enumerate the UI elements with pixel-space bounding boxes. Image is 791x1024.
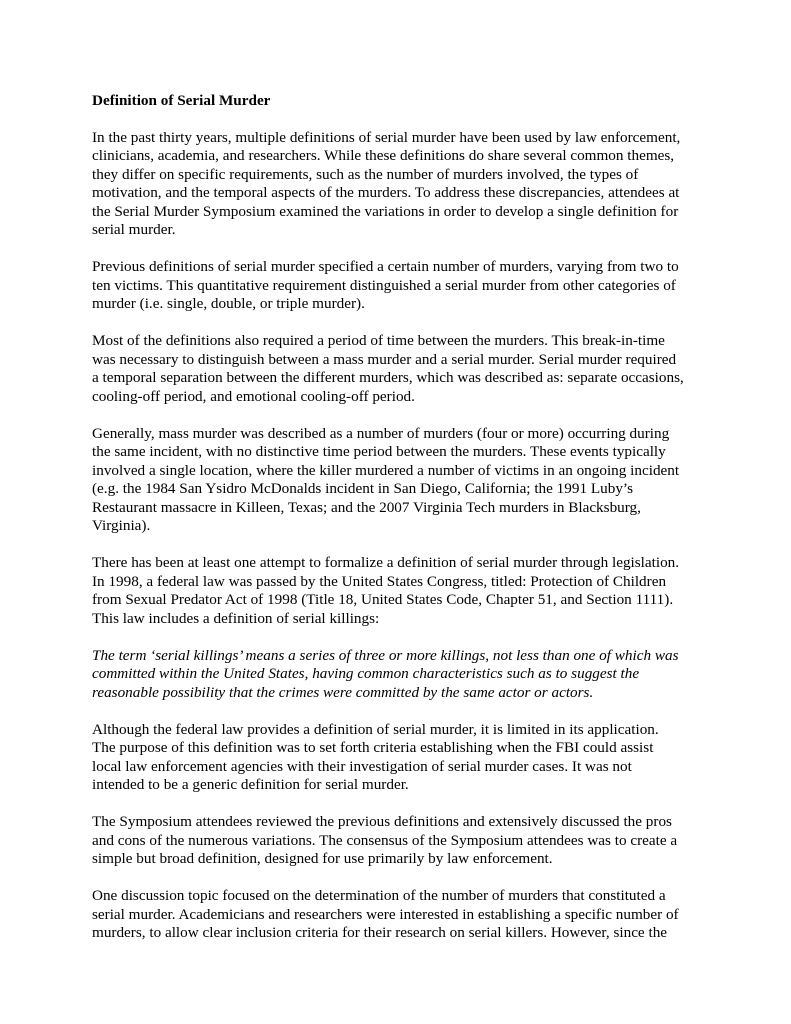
paragraph	[92, 721, 710, 795]
paragraph	[92, 425, 710, 536]
paragraph	[92, 887, 710, 943]
text-line: local law enforcement agencies with their investigation of serial murder cases. It was not	[92, 757, 632, 775]
text-line: The Symposium attendees reviewed the previous definitions and extensively discussed the pros	[92, 813, 672, 830]
document-title: Definition of Serial Murder	[92, 92, 271, 109]
text-line: Virginia).	[92, 517, 151, 534]
text-line: serial murder.	[92, 221, 176, 238]
text-line: involved a single location, where the killer murdered a number of victims in an ongoing incident	[92, 461, 680, 479]
text-line: motivation, and the temporal aspects of the murders. To address these discrepancies, attendees at	[92, 184, 680, 201]
paragraph	[92, 258, 710, 314]
document-body	[92, 129, 710, 943]
text-line: a temporal separation between the different murders, which was described as: separate occasions,	[92, 369, 684, 386]
text-line: Most of the definitions also required a period of time between the murders. This break-in-time	[92, 332, 665, 349]
text-line: The purpose of this definition was to set forth criteria establishing when the FBI could assist	[92, 739, 654, 756]
text-line: murders, to allow clear inclusion criteria for their research on serial killers. However, since the	[92, 924, 668, 941]
text-line: from Sexual Predator Act of 1998 (Title 18, United States Code, Chapter 51, and Section 1111).	[92, 591, 674, 608]
text-line: they differ on specific requirements, such as the number of murders involved, the types of	[92, 165, 639, 183]
text-line: simple but broad definition, designed for use primarily by law enforcement.	[92, 850, 553, 867]
text-line: the Serial Murder Symposium examined the variations in order to develop a single definition for	[92, 202, 679, 220]
text-line: intended to be a generic definition for serial murder.	[92, 776, 409, 793]
text-line: the same incident, with no distinctive time period between the murders. These events typically	[92, 443, 666, 460]
text-line: reasonable possibility that the crimes were committed by the same actor or actors.	[92, 683, 594, 701]
text-line: committed within the United States, having common characteristics such as to suggest the	[92, 665, 640, 682]
text-line: murder (i.e. single, double, or triple murder).	[92, 295, 365, 312]
block-quote	[92, 647, 710, 703]
paragraph	[92, 129, 710, 240]
paragraph	[92, 813, 710, 869]
text-line: cooling-off period, and emotional cooling-off period.	[92, 387, 415, 405]
text-line: In 1998, a federal law was passed by the United States Congress, titled: Protection of Children	[92, 572, 667, 590]
paragraph	[92, 332, 710, 406]
paragraph	[92, 554, 710, 628]
text-line: The term ‘serial killings’ means a series of three or more killings, not less than one of which was	[92, 646, 679, 664]
text-line: In the past thirty years, multiple definitions of serial murder have been used by law enforcement,	[92, 128, 681, 146]
text-line: was necessary to distinguish between a mass murder and a serial murder. Serial murder required	[92, 350, 677, 368]
text-line: Although the federal law provides a definition of serial murder, it is limited in its application.	[92, 720, 659, 738]
text-line: serial murder. Academicians and researchers were interested in establishing a specific number of	[92, 905, 679, 923]
document-page	[92, 92, 710, 961]
text-line: There has been at least one attempt to formalize a definition of serial murder through legislation.	[92, 554, 680, 571]
text-line: ten victims. This quantitative requirement distinguished a serial murder from other categories of	[92, 276, 676, 294]
text-line: Previous definitions of serial murder specified a certain number of murders, varying from two to	[92, 258, 679, 275]
text-line: This law includes a definition of serial killings:	[92, 609, 380, 627]
text-line: clinicians, academia, and researchers. While these definitions do share several common themes,	[92, 147, 675, 164]
text-line: Generally, mass murder was described as a number of murders (four or more) occurring during	[92, 424, 670, 442]
text-line: and cons of the numerous variations. The consensus of the Symposium attendees was to create a	[92, 831, 678, 849]
text-line: Restaurant massacre in Killeen, Texas; and the 2007 Virginia Tech murders in Blacksburg,	[92, 498, 641, 516]
text-line: One discussion topic focused on the determination of the number of murders that constituted a	[92, 887, 666, 904]
text-line: (e.g. the 1984 San Ysidro McDonalds incident in San Diego, California; the 1991 Luby’s	[92, 480, 634, 497]
